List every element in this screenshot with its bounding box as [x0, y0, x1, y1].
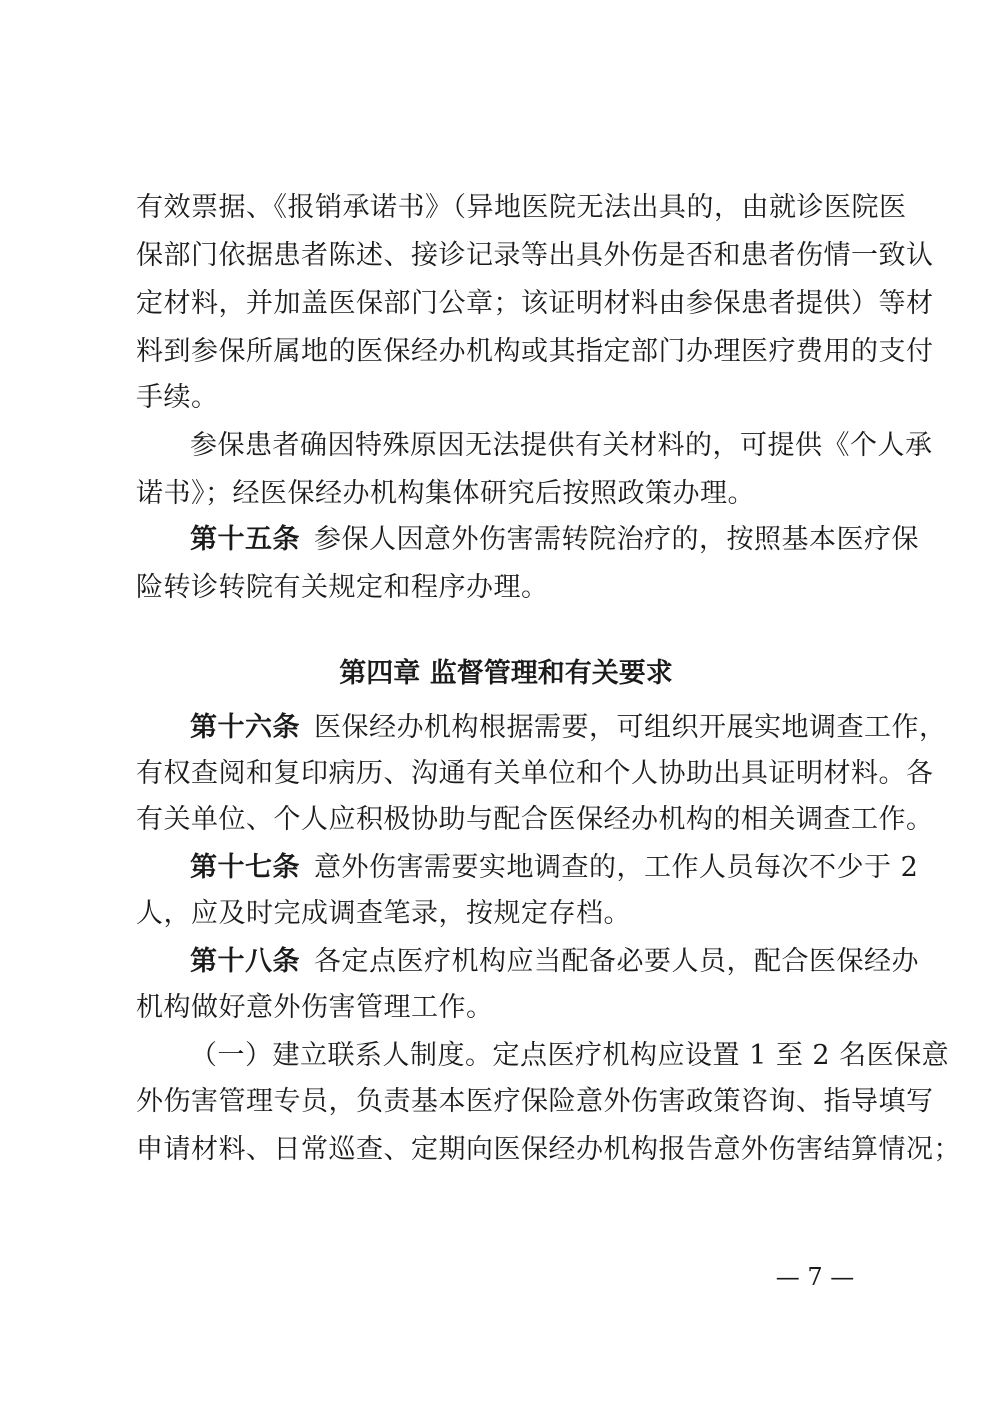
article-label: 第十六条 — [190, 712, 300, 743]
page-number: — 7 — — [775, 1263, 855, 1291]
article-text: 各定点医疗机构应当配备必要人员，配合医保经办 — [314, 946, 919, 977]
text-line: 申请材料、日常巡查、定期向医保经办机构报告意外伤害结算情况； — [136, 1134, 961, 1165]
article-text: 医保经办机构根据需要，可组织开展实地调查工作， — [314, 712, 947, 743]
text-line: 料到参保所属地的医保经办机构或其指定部门办理医疗费用的支付 — [136, 336, 934, 367]
article-first-line — [190, 944, 919, 980]
text-line: 诺书》；经医保经办机构集体研究后按照政策办理。 — [136, 478, 755, 509]
article-first-line — [190, 522, 919, 558]
text-line: 外伤害管理专员，负责基本医疗保险意外伤害政策咨询、指导填写 — [136, 1086, 934, 1117]
text-line: 保部门依据患者陈述、接诊记录等出具外伤是否和患者伤情一致认 — [136, 240, 934, 271]
text-line: 机构做好意外伤害管理工作。 — [136, 992, 494, 1023]
text-line: （一）建立联系人制度。定点医疗机构应设置 1 至 2 名医保意 — [190, 1040, 950, 1071]
article-first-line — [190, 850, 919, 886]
article-label: 第十七条 — [190, 852, 300, 883]
article-label: 第十八条 — [190, 946, 300, 977]
text-line: 参保患者确因特殊原因无法提供有关材料的，可提供《个人承 — [190, 430, 933, 461]
article-text: 意外伤害需要实地调查的，工作人员每次不少于 2 — [314, 852, 919, 883]
text-line: 有效票据、《报销承诺书》（异地医院无法出具的，由就诊医院医 — [136, 192, 907, 223]
text-line: 人，应及时完成调查笔录，按规定存档。 — [136, 898, 631, 929]
text-line: 险转诊转院有关规定和程序办理。 — [136, 572, 549, 603]
text-line: 有关单位、个人应积极协助与配合医保经办机构的相关调查工作。 — [136, 804, 934, 835]
text-line: 手续。 — [136, 382, 219, 413]
article-text: 参保人因意外伤害需转院治疗的，按照基本医疗保 — [314, 524, 919, 555]
chapter-heading: 第四章 监督管理和有关要求 — [339, 658, 673, 689]
article-first-line — [190, 710, 947, 746]
text-line: 定材料，并加盖医保部门公章；该证明材料由参保患者提供）等材 — [136, 288, 934, 319]
article-label: 第十五条 — [190, 524, 300, 555]
text-line: 有权查阅和复印病历、沟通有关单位和个人协助出具证明材料。各 — [136, 758, 934, 789]
